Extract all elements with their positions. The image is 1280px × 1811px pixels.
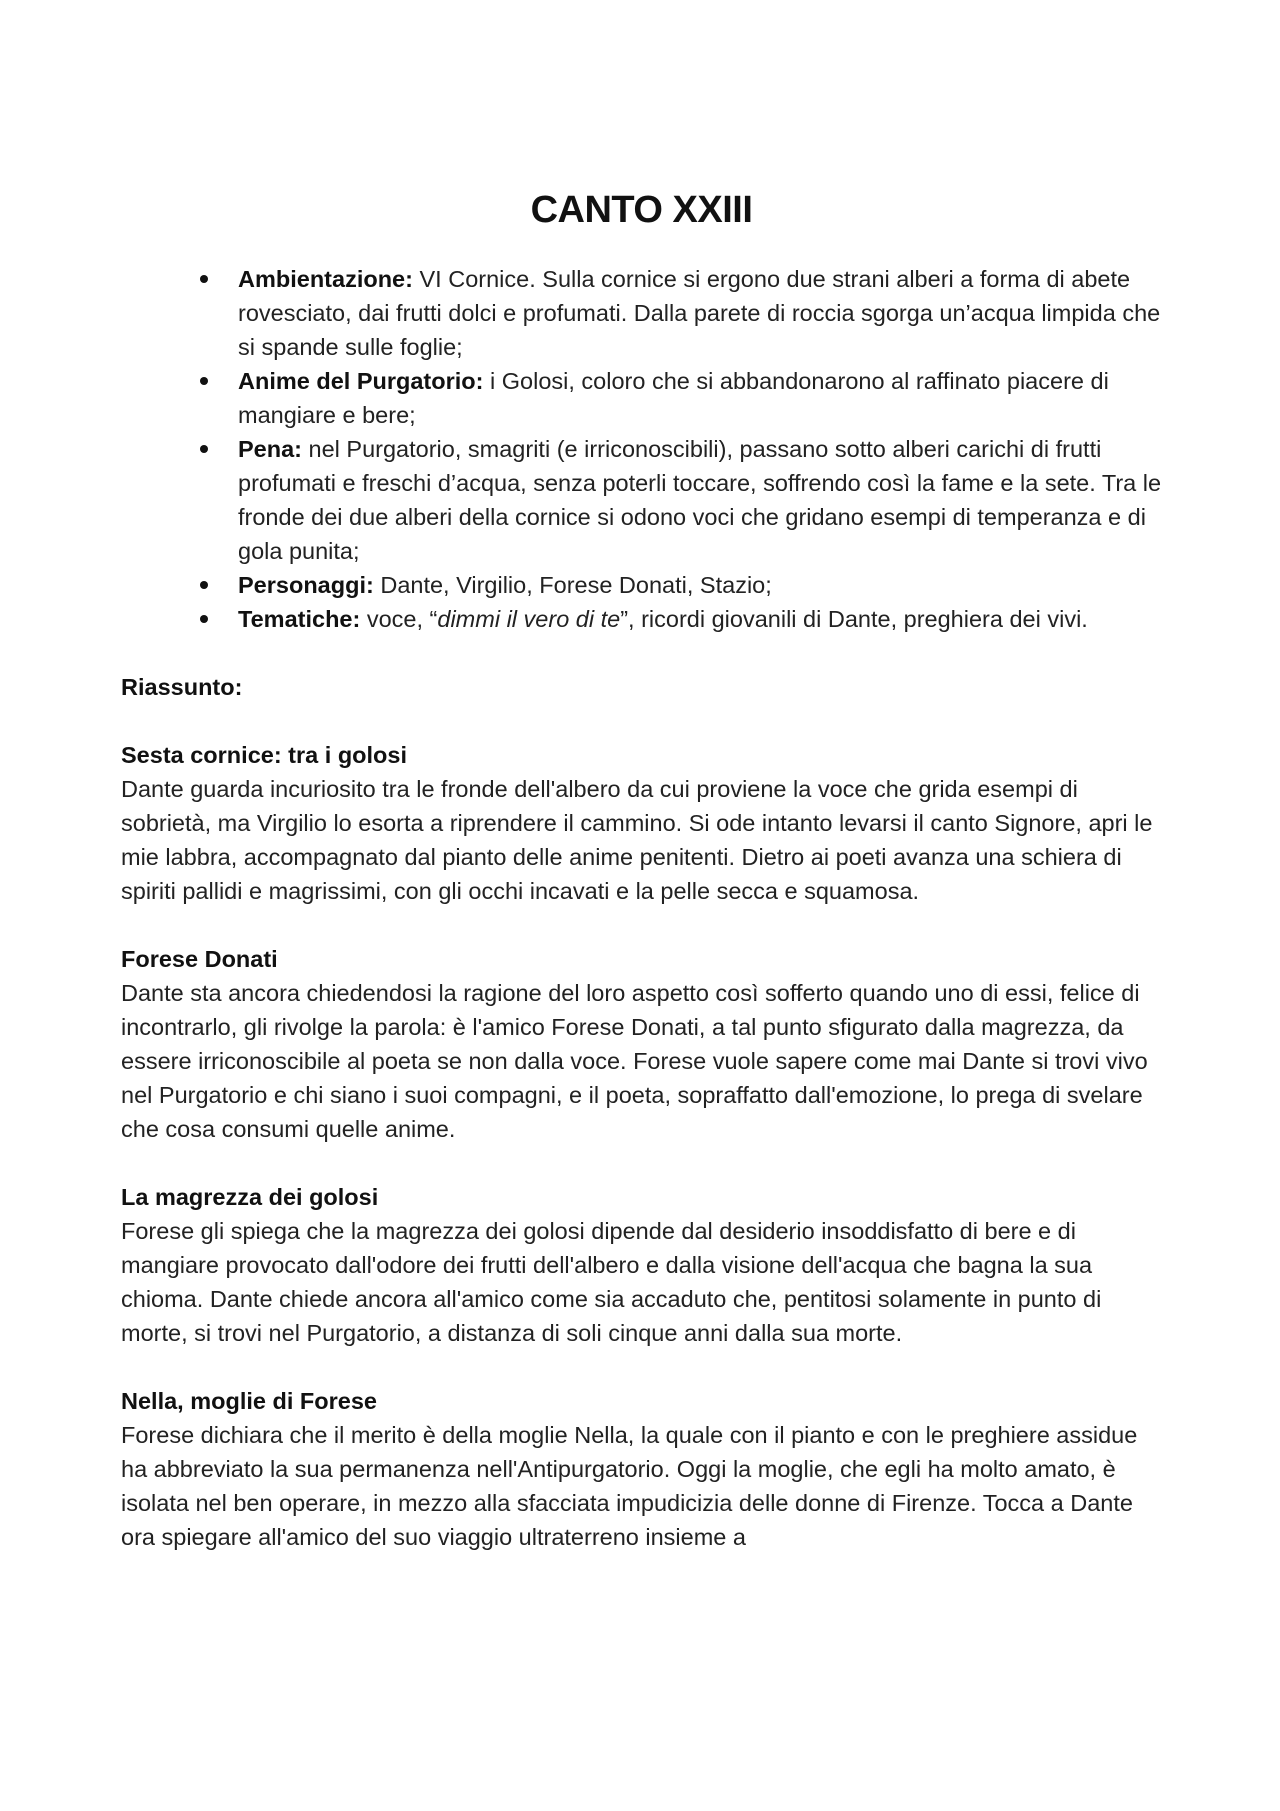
list-item-text: i Golosi, coloro che si abbandonarono al raffinato piacere di mangiare e bere; [238, 368, 1109, 428]
bullet-icon [200, 377, 208, 385]
section-forese-donati [121, 942, 1162, 1146]
bullet-icon [200, 445, 208, 453]
bullet-icon [200, 581, 208, 589]
section-sesta-cornice [121, 738, 1162, 908]
section-nella [121, 1384, 1162, 1554]
list-item-tematiche [238, 602, 1162, 636]
list-item-label: Personaggi: [238, 572, 374, 598]
list-item-pena [238, 432, 1162, 568]
list-item-text: VI Cornice. Sulla cornice si ergono due strani alberi a forma di abete rovesciato, dai frutti dolci e profumati. Dalla parete di roccia sgorga un’acqua limpida che si spande sulle foglie; [238, 266, 1161, 360]
list-item-label: Tematiche: [238, 606, 361, 632]
list-item-anime [238, 364, 1162, 432]
section-heading: La magrezza dei golosi [121, 1184, 379, 1210]
list-item-label: Pena: [238, 436, 302, 462]
section-body: Forese dichiara che il merito è della moglie Nella, la quale con il pianto e con le preghiere assidue ha abbreviato la sua permanenza nell'Antipurgatorio. Oggi la moglie, che egli ha molto amato, è isolata nel ben operare, in mezzo alla sfacciata impudicizia delle donne di Firenze. Tocca a Dante ora spiegare all'amico del suo viaggio ultraterreno insieme a [121, 1422, 1138, 1550]
page-title: CANTO XXIII [530, 189, 753, 231]
list-item-text: voce, “ [360, 606, 438, 632]
bullet-icon [200, 615, 208, 623]
section-heading: Nella, moglie di Forese [121, 1388, 377, 1414]
list-item-text: nel Purgatorio, smagriti (e irriconoscibili), passano sotto alberi carichi di frutti profumati e freschi d’acqua, senza poterli toccare, soffrendo così la fame e la sete. Tra le fronde dei due alberi della cornice si odono voci che gridano esempi di temperanza e di gola punita; [238, 436, 1162, 564]
section-heading: Sesta cornice: tra i golosi [121, 742, 408, 768]
bullet-icon [200, 275, 208, 283]
list-item-text: Dante, Virgilio, Forese Donati, Stazio; [373, 572, 772, 598]
section-body: Dante sta ancora chiedendosi la ragione del loro aspetto così sofferto quando uno di essi, felice di incontrarlo, gli rivolge la parola: è l'amico Forese Donati, a tal punto sfigurato dalla magrezza, da essere irriconoscibile al poeta se non dalla voce. Forese vuole sapere come mai Dante si trovi vivo nel Purgatorio e chi siano i suoi compagni, e il poeta, sopraffatto dall'emozione, lo prega di svelare che cosa consumi quelle anime. [121, 980, 1148, 1142]
section-body: Dante guarda incuriosito tra le fronde dell'albero da cui proviene la voce che grida esempi di sobrietà, ma Virgilio lo esorta a riprendere il cammino. Si ode intanto levarsi il canto Signore, apri le mie labbra, accompagnato dal pianto delle anime penitenti. Dietro ai poeti avanza una schiera di spiriti pallidi e magrissimi, con gli occhi incavati e la pelle secca e squamosa. [121, 776, 1153, 904]
list-item-ambientazione [238, 262, 1162, 364]
quote-italic: dimmi il vero di te [437, 606, 621, 632]
section-magrezza [121, 1180, 1162, 1350]
list-item-label: Ambientazione: [238, 266, 413, 292]
list-item-text-end: ”, ricordi giovanili di Dante, preghiera dei vivi. [620, 606, 1088, 632]
key-points-list [121, 262, 1162, 636]
list-item-label: Anime del Purgatorio: [238, 368, 484, 394]
list-item-personaggi [238, 568, 1162, 602]
section-heading: Forese Donati [121, 946, 278, 972]
section-body: Forese gli spiega che la magrezza dei golosi dipende dal desiderio insoddisfatto di bere e di mangiare provocato dall'odore dei frutti dell'albero e dalla visione dell'acqua che bagna la sua chioma. Dante chiede ancora all'amico come sia accaduto che, pentitosi solamente in punto di morte, si trovi nel Purgatorio, a distanza di soli cinque anni dalla sua morte. [121, 1218, 1102, 1346]
summary-label: Riassunto: [121, 674, 243, 700]
